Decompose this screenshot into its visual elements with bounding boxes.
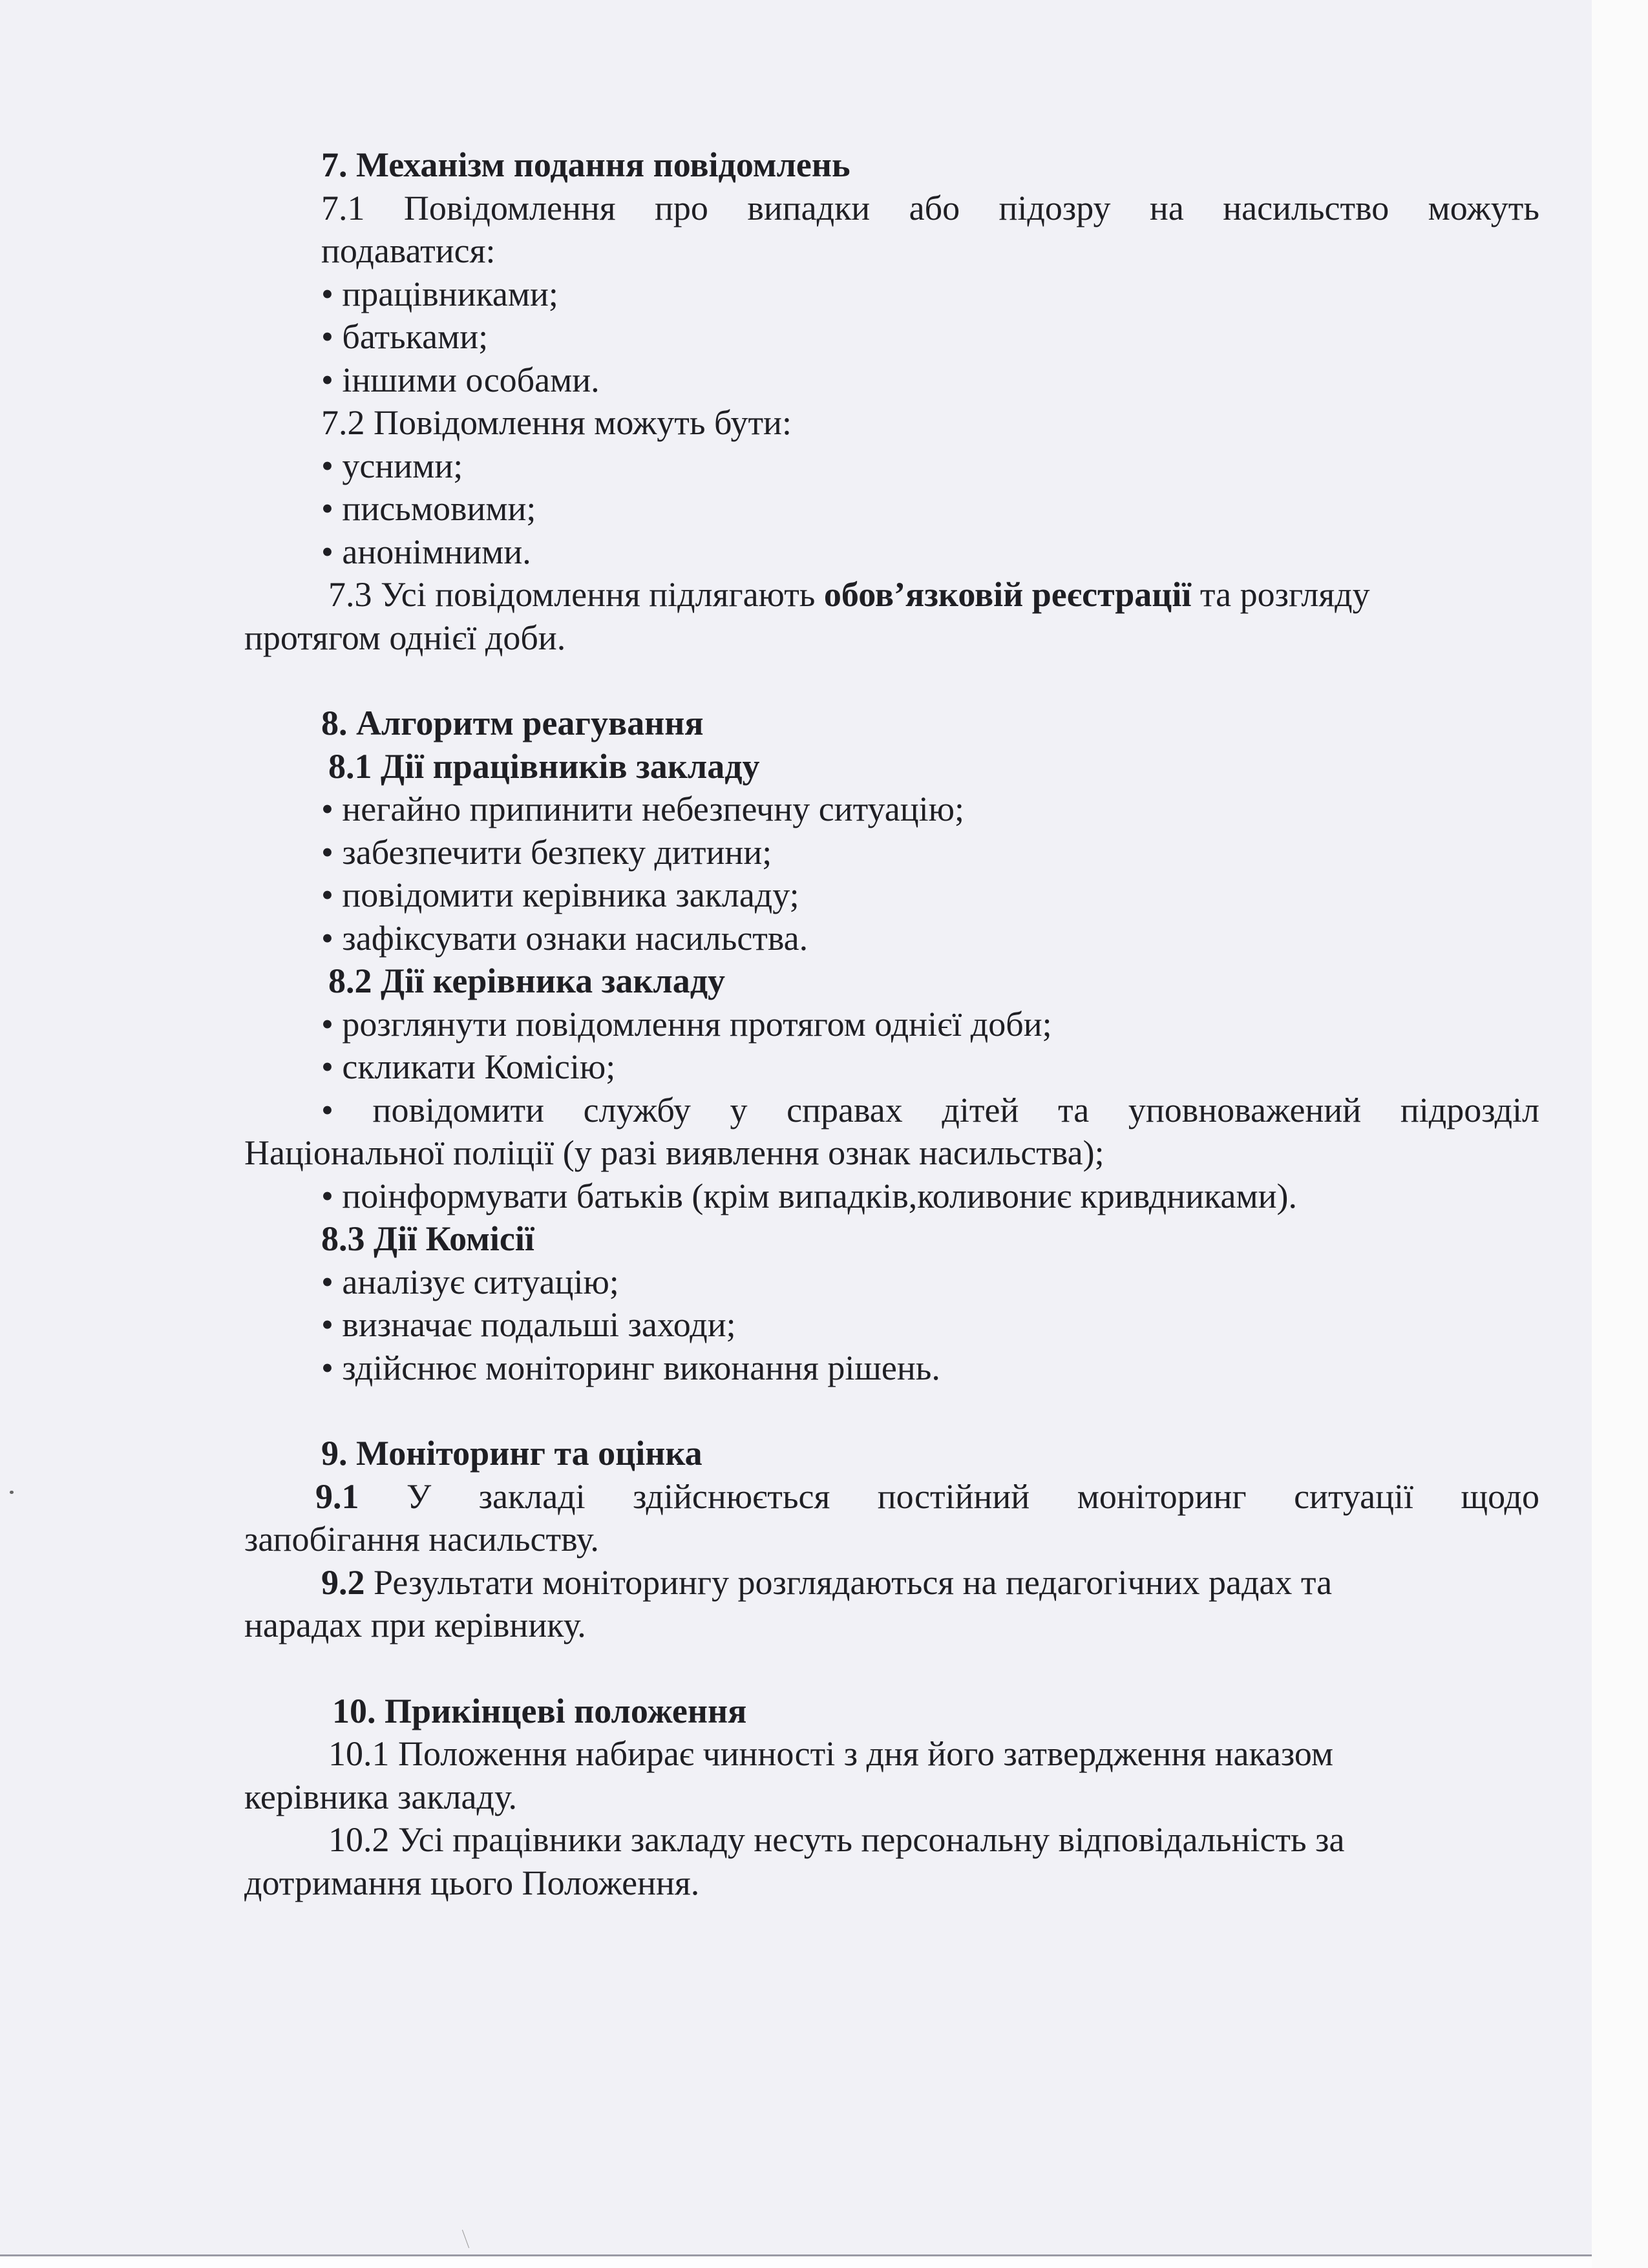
list-item-line-2: Національної поліції (у разі виявлення ознак насильства); bbox=[244, 1133, 1104, 1172]
paragraph-7-1-line-1: 7.1 Повідомлення про випадки або підозру на насильство можуть bbox=[321, 188, 1539, 227]
paragraph-7-1-line-2: подаватися: bbox=[321, 231, 496, 270]
list-item-line-1: • повідомити службу у справах дітей та уповноважений підрозділ bbox=[321, 1090, 1539, 1129]
paragraph-9-2-line-2: нарадах при керівнику. bbox=[244, 1606, 586, 1644]
paragraph-10-2-line-1: 10.2 Усі працівники закладу несуть персональну відповідальність за bbox=[328, 1820, 1345, 1859]
list-item: • анонімними. bbox=[321, 532, 531, 571]
spacer bbox=[244, 1647, 1539, 1690]
paragraph-9-1-line-1 bbox=[244, 1475, 1539, 1518]
section-heading: 8. Алгоритм реагування bbox=[321, 704, 704, 742]
paragraph-9-1-text: У закладі здійснюється постійний моніторинг ситуації щодо bbox=[359, 1476, 1539, 1516]
paragraph-7-2: 7.2 Повідомлення можуть бути: bbox=[321, 403, 792, 442]
list-item: • негайно припинити небезпечну ситуацію; bbox=[321, 790, 964, 828]
paragraph-10-1-line-1: 10.1 Положення набирає чинності з дня його затвердження наказом bbox=[328, 1734, 1334, 1773]
list-item: • визначає подальші заходи; bbox=[321, 1305, 736, 1344]
spacer bbox=[244, 659, 1539, 702]
list-item: • усними; bbox=[321, 446, 463, 485]
list-item: • іншими особами. bbox=[321, 360, 600, 399]
subsection-heading: 8.2 Дії керівника закладу bbox=[328, 961, 726, 1000]
list-item: • аналізує ситуацію; bbox=[321, 1262, 619, 1301]
list-item: • розглянути повідомлення протягом однієї доби; bbox=[321, 1004, 1052, 1044]
emphasis-mandatory-registration: обов’язковій реєстрації bbox=[823, 575, 1192, 614]
paragraph-7-3-line-2: протягом однієї доби. bbox=[244, 618, 566, 657]
section-heading: 9. Моніторинг та оцінка bbox=[321, 1434, 703, 1473]
scan-speck bbox=[10, 1491, 14, 1494]
paragraph-9-1-line-2: запобігання насильству. bbox=[244, 1520, 599, 1559]
document-body bbox=[244, 143, 1539, 1904]
section-heading: 10. Прикінцеві положення bbox=[332, 1691, 747, 1730]
subsection-heading: 8.1 Дії працівників закладу bbox=[328, 746, 760, 786]
paragraph-9-2-text: Результати моніторингу розглядаються на педагогічних радах та bbox=[364, 1562, 1333, 1602]
list-item: • забезпечити безпеку дитини; bbox=[321, 832, 772, 872]
paragraph-7-3-line-1 bbox=[244, 573, 1539, 616]
section-8 bbox=[244, 702, 1539, 1389]
paragraph-7-3-text-end: та розгляду bbox=[1191, 575, 1370, 614]
list-item: • працівниками; bbox=[321, 274, 558, 313]
paragraph-9-2-line-1 bbox=[244, 1561, 1539, 1604]
list-item: • повідомити керівника закладу; bbox=[321, 876, 799, 914]
list-item: • письмовими; bbox=[321, 489, 536, 528]
section-heading: 7. Механізм подання повідомлень bbox=[321, 145, 850, 184]
spacer bbox=[244, 1389, 1539, 1432]
section-10 bbox=[244, 1690, 1539, 1905]
section-7 bbox=[244, 143, 1539, 659]
subsection-heading: 8.3 Дії Комісії bbox=[321, 1219, 534, 1258]
list-item: • здійснює моніторинг виконання рішень. bbox=[321, 1348, 940, 1387]
list-item: • зафіксувати ознаки насильства. bbox=[321, 918, 808, 958]
paragraph-10-1-line-2: керівника закладу. bbox=[244, 1777, 518, 1816]
paragraph-10-2-line-2: дотримання цього Положення. bbox=[244, 1863, 700, 1902]
list-item: • скликати Комісію; bbox=[321, 1047, 616, 1086]
scanner-bed-margin bbox=[1592, 0, 1648, 2268]
paragraph-7-3-text: 7.3 Усі повідомлення підлягають bbox=[328, 575, 824, 614]
list-item: • поінформувати батьків (крім випадків,коливониє кривдниками). bbox=[321, 1176, 1297, 1215]
clause-number: 9.1 bbox=[315, 1476, 359, 1516]
list-item: • батьками; bbox=[321, 317, 489, 356]
clause-number: 9.2 bbox=[321, 1562, 365, 1602]
section-9 bbox=[244, 1432, 1539, 1647]
